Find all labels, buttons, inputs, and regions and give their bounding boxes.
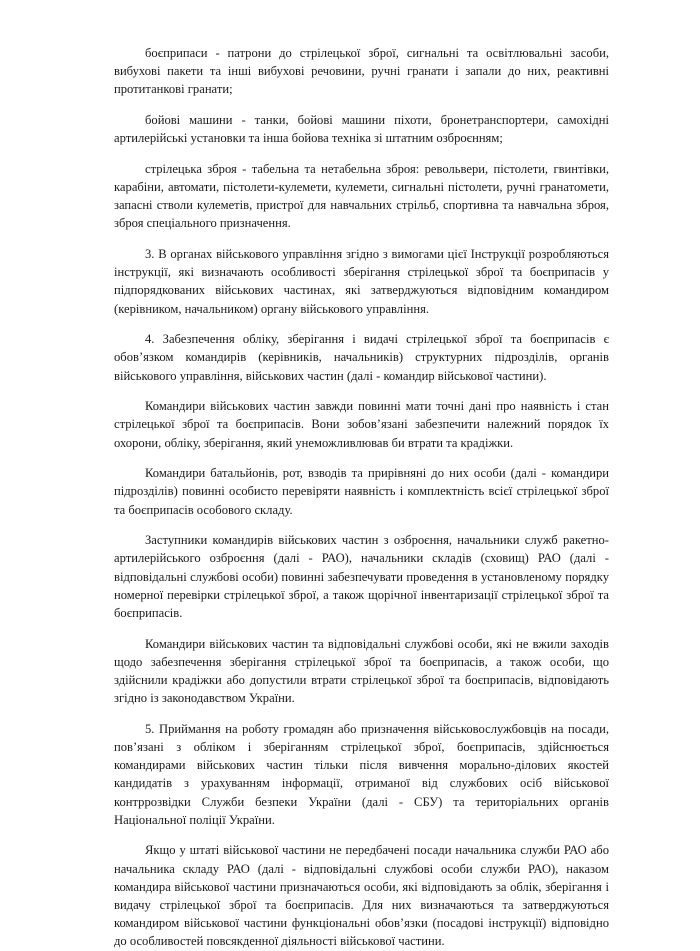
paragraph-rao-positions: Якщо у штаті військової частини не передбачені посади начальника служби РАО або начальника складу РАО (далі - відповідальні службові особи служби РАО), наказом командира військової частини призначаються особи, які відповідають за облік, зберігання і видачу стрілецької зброї та боєприпасів. Для них визначаються та затверджуються командиром військової частини функціональні обов’язки (посадові інструкції) відповідно до особливостей повсякденної діяльності військової частини. [114, 843, 609, 949]
paragraph-responsibility: Командири військових частин та відповідальні службові особи, які не вжили заходів щодо забезпечення зберігання стрілецької зброї та боєприпасів, а також особи, що здійснили крадіжки або допустили втрати стрілецької зброї та боєприпасів, відповідають згідно із законодавством України. [114, 636, 609, 706]
paragraph-definition-small-arms: стрілецька зброя - табельна та нетабельна зброя: револьвери, пістолети, гвинтівки, карабіни, автомати, пістолети-кулемети, кулемети, сигнальні пістолети, ручні гранатомети, запасні стволи кулеметів, пристрої для навчальних стрільб, спортивна та навчальна зброя, зброя спеціального призначення. [114, 161, 609, 231]
paragraph-clause-3: 3. В органах військового управління згідно з вимогами цієї Інструкції розробляються інструкції, які визначають особливості зберігання стрілецької зброї та боєприпасів у підпорядкованих військових частинах, які затверджуються відповідним командиром (керівником, начальником) органу військового управління. [114, 247, 609, 316]
paragraph-deputy-commanders: Заступники командирів військових частин з озброєння, начальники служб ракетно-артилерійського озброєння (далі - РАО), начальники складів (сховищ) РАО (далі - відповідальні службові особи) повинні забезпечувати проведення в установленому порядку номерної перевірки стрілецької зброї, а також щорічної інвентаризації стрілецької зброї та боєприпасів. [114, 533, 609, 621]
paragraph-clause-5: 5. Приймання на роботу громадян або призначення військовослужбовців на посади, пов’язані з обліком і зберіганням стрілецької зброї, боєприпасів, здійснюється командирами військових частин тільки після вивчення морально-ділових якостей кандидатів з урахуванням інформації, отриманої від службових осіб військової контррозвідки Служби безпеки України (далі - СБУ) та територіальних органів Національної поліції України. [114, 721, 609, 827]
paragraph-clause-4: 4. Забезпечення обліку, зберігання і видачі стрілецької зброї та боєприпасів є обов’язком командирів (керівників, начальників) структурних підрозділів, органів військового управління, військових частин (далі - командир військової частини). [114, 332, 609, 383]
paragraph-subunit-commanders: Командири батальйонів, рот, взводів та прирівняні до них особи (далі - командири підрозділів) повинні особисто перевіряти наявність і комплектність всієї стрілецької зброї та боєприпасів особового складу. [114, 466, 609, 517]
paragraph-definition-combat-vehicles: бойові машини - танки, бойові машини піхоти, бронетранспортери, самохідні артилерійські установки та інша бойова техніка зі штатним озброєнням; [114, 113, 609, 146]
document-body [114, 44, 609, 951]
paragraph-definition-ammunition: боєприпаси - патрони до стрілецької зброї, сигнальні та освітлювальні засоби, вибухові пакети та інші вибухові речовини, ручні гранати і запали до них, реактивні протитанкові гранати; [114, 46, 609, 97]
paragraph-unit-commanders: Командири військових частин завжди повинні мати точні дані про наявність і стан стрілецької зброї та боєприпасів. Вони зобов’язані забезпечити належний порядок їх охорони, обліку, зберігання, який унеможливлював би втрати та крадіжки. [114, 399, 609, 450]
